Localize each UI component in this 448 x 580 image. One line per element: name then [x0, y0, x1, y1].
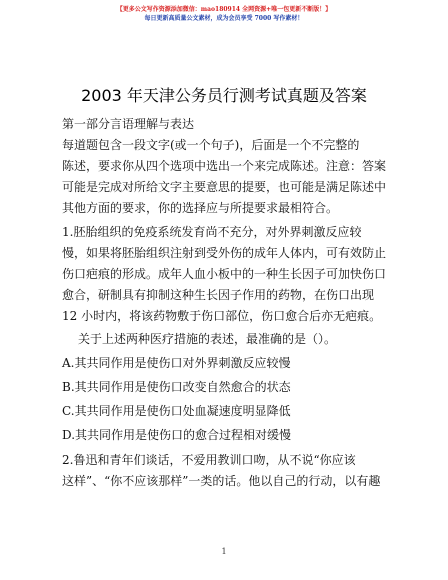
question-passage-line: 这样”、“你不应该那样”一类的话。他以自己的行动，以有趣	[62, 474, 381, 488]
answer-option: C.其共同作用是使伤口处血凝速度明显降低	[62, 404, 291, 418]
banner-subscribe-line: 每日更新高质量公文素材，成为会员享受 7000 写作素材！	[144, 15, 304, 22]
answer-option: D.其共同作用是使伤口的愈合过程相对缓慢	[62, 428, 292, 442]
question-passage-line: 12 小时内，将该药物敷于伤口部位，伤口愈合后亦无疤痕。	[62, 309, 382, 323]
page-number: 1	[221, 547, 227, 556]
question-passage-line: 愈合，研制具有抑制这种生长因子作用的药物，在伤口出现	[62, 288, 375, 302]
question-stem: 关于上述两种医疗措施的表述，最准确的是（）。	[78, 332, 337, 346]
answer-option: B.其共同作用是使伤口改变自然愈合的状态	[62, 380, 291, 394]
intro-line: 其他方面的要求，你的选择应与所提要求最相符合。	[62, 201, 339, 215]
intro-line: 每道题包含一段文字(或一个句子)，后面是一个不完整的	[62, 138, 360, 152]
question-passage-line: 慢，如果将胚胎组织注射到受外伤的成年人体内，可有效防止	[62, 246, 387, 260]
section-heading: 第一部分言语理解与表达	[62, 117, 195, 131]
intro-line: 陈述，要求你从四个选项中选出一个来完成陈述。注意：答案	[62, 159, 387, 173]
banner-promo-line: 【更多公文写作资源添加微信：mao180914 全网资源+唯一包更新不断版！】	[116, 6, 332, 13]
document-title: 2003 年天津公务员行测考试真题及答案	[81, 86, 367, 105]
question-passage-line: 2.鲁迅和青年们谈话，不爱用教训口吻，从不说“你应该	[62, 453, 356, 467]
answer-option: A.其共同作用是使伤口对外界刺激反应较慢	[62, 356, 291, 370]
header-banner	[0, 5, 448, 23]
question-passage-line: 伤口疤痕的形成。成年人血小板中的一种生长因子可加快伤口	[62, 267, 387, 281]
intro-line: 可能是完成对所给文字主要意思的提要，也可能是满足陈述中	[62, 180, 387, 194]
question-passage-line: 1.胚胎组织的免疫系统发育尚不充分，对外界刺激反应较	[62, 225, 362, 239]
